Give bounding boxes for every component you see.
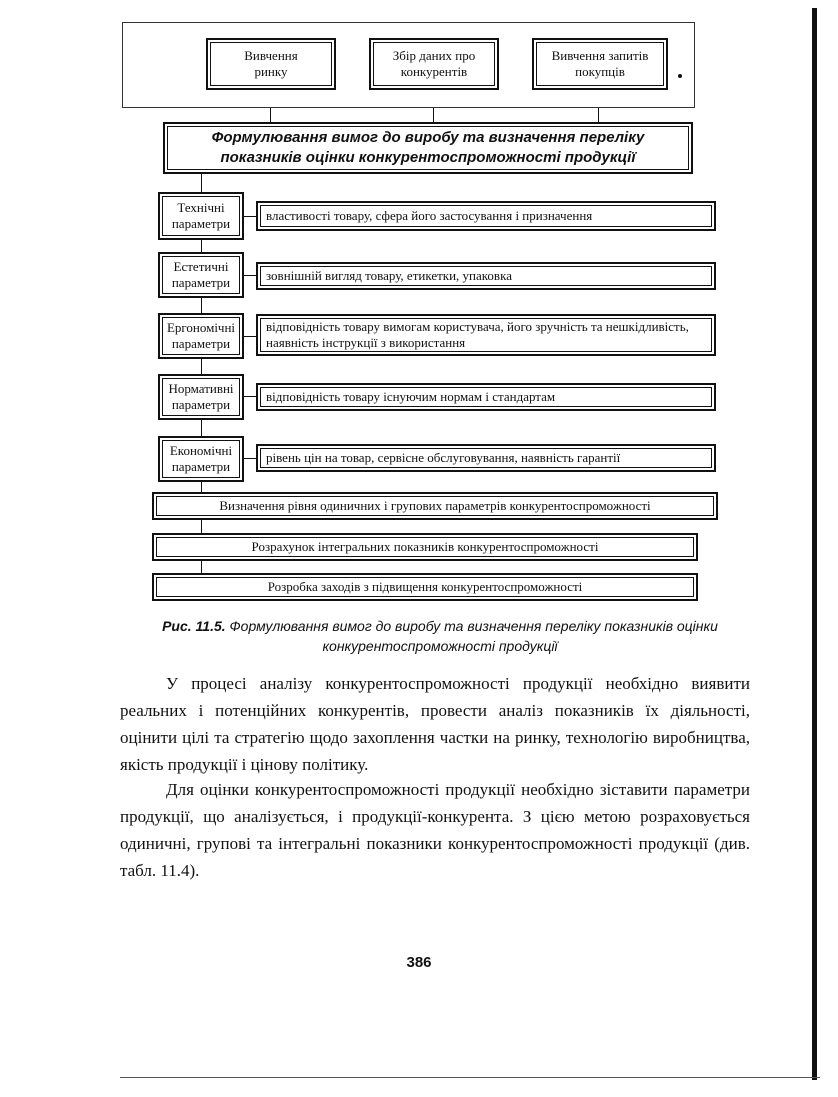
step-integral-calculation: Розрахунок інтегральних показників конкурентоспроможності bbox=[152, 533, 698, 561]
figure-caption-text: Формулювання вимог до виробу та визначення переліку показників оцінки конкурентоспроможності продукції bbox=[229, 618, 718, 654]
scan-edge-right bbox=[812, 8, 817, 1080]
param-technical-description: властивості товару, сфера його застосування і призначення bbox=[256, 201, 716, 231]
connector bbox=[244, 216, 256, 217]
page-number: 386 bbox=[406, 954, 432, 971]
connector bbox=[201, 561, 202, 573]
param-normative-description: відповідність товару існуючим нормам і стандартам bbox=[256, 383, 716, 411]
connector bbox=[244, 458, 256, 459]
connector bbox=[270, 108, 271, 122]
connector bbox=[244, 336, 256, 337]
connector bbox=[244, 396, 256, 397]
param-aesthetic-description: зовнішній вигляд товару, етикетки, упаковка bbox=[256, 262, 716, 290]
param-technical: Технічні параметри bbox=[158, 192, 244, 240]
param-normative: Нормативні параметри bbox=[158, 374, 244, 420]
main-requirements-box: Формулювання вимог до виробу та визначення переліку показників оцінки конкурентоспроможності продукції bbox=[163, 122, 693, 174]
step-improvement-measures: Розробка заходів з підвищення конкурентоспроможності bbox=[152, 573, 698, 601]
source-box-competitor-data: Збір даних про конкурентів bbox=[369, 38, 499, 90]
scan-edge-bottom bbox=[120, 1077, 820, 1078]
connector bbox=[433, 108, 434, 122]
param-aesthetic: Естетичні параметри bbox=[158, 252, 244, 298]
param-economic-description: рівень цін на товар, сервісне обслуговування, наявність гарантії bbox=[256, 444, 716, 472]
connector bbox=[598, 108, 599, 122]
body-paragraph-2: Для оцінки конкурентоспроможності продукції необхідно зіставити параметри продукції, що аналізується, і продукції-конкурента. З цією метою розраховується одиничні, групові та інтегральні показники конкурентоспроможності продукції (див. табл. 11.4). bbox=[120, 780, 750, 880]
step-level-determination: Визначення рівня одиничних і групових параметрів конкурентоспроможності bbox=[152, 492, 718, 520]
stray-dot bbox=[678, 74, 682, 78]
source-box-customer-requests: Вивчення запитів покупців bbox=[532, 38, 668, 90]
figure-caption-label: Рис. 11.5. bbox=[162, 618, 226, 634]
body-paragraph-1: У процесі аналізу конкурентоспроможності продукції необхідно виявити реальних і потенційних конкурентів, провести аналіз показників їх діяльності, оцінити цілі та стратегію щодо захоплення частки на ринку, технологію виробництва, якість продукції і цінову політику. bbox=[120, 674, 750, 774]
param-ergonomic-description: відповідність товару вимогам користувача, його зручність та нешкідливість, наявність інструкції з використання bbox=[256, 314, 716, 356]
param-economic: Економічні параметри bbox=[158, 436, 244, 482]
connector bbox=[244, 275, 256, 276]
figure-caption bbox=[120, 616, 760, 656]
param-ergonomic: Ергономічні параметри bbox=[158, 313, 244, 359]
connector bbox=[201, 520, 202, 533]
source-box-market-study: Вивчення ринку bbox=[206, 38, 336, 90]
